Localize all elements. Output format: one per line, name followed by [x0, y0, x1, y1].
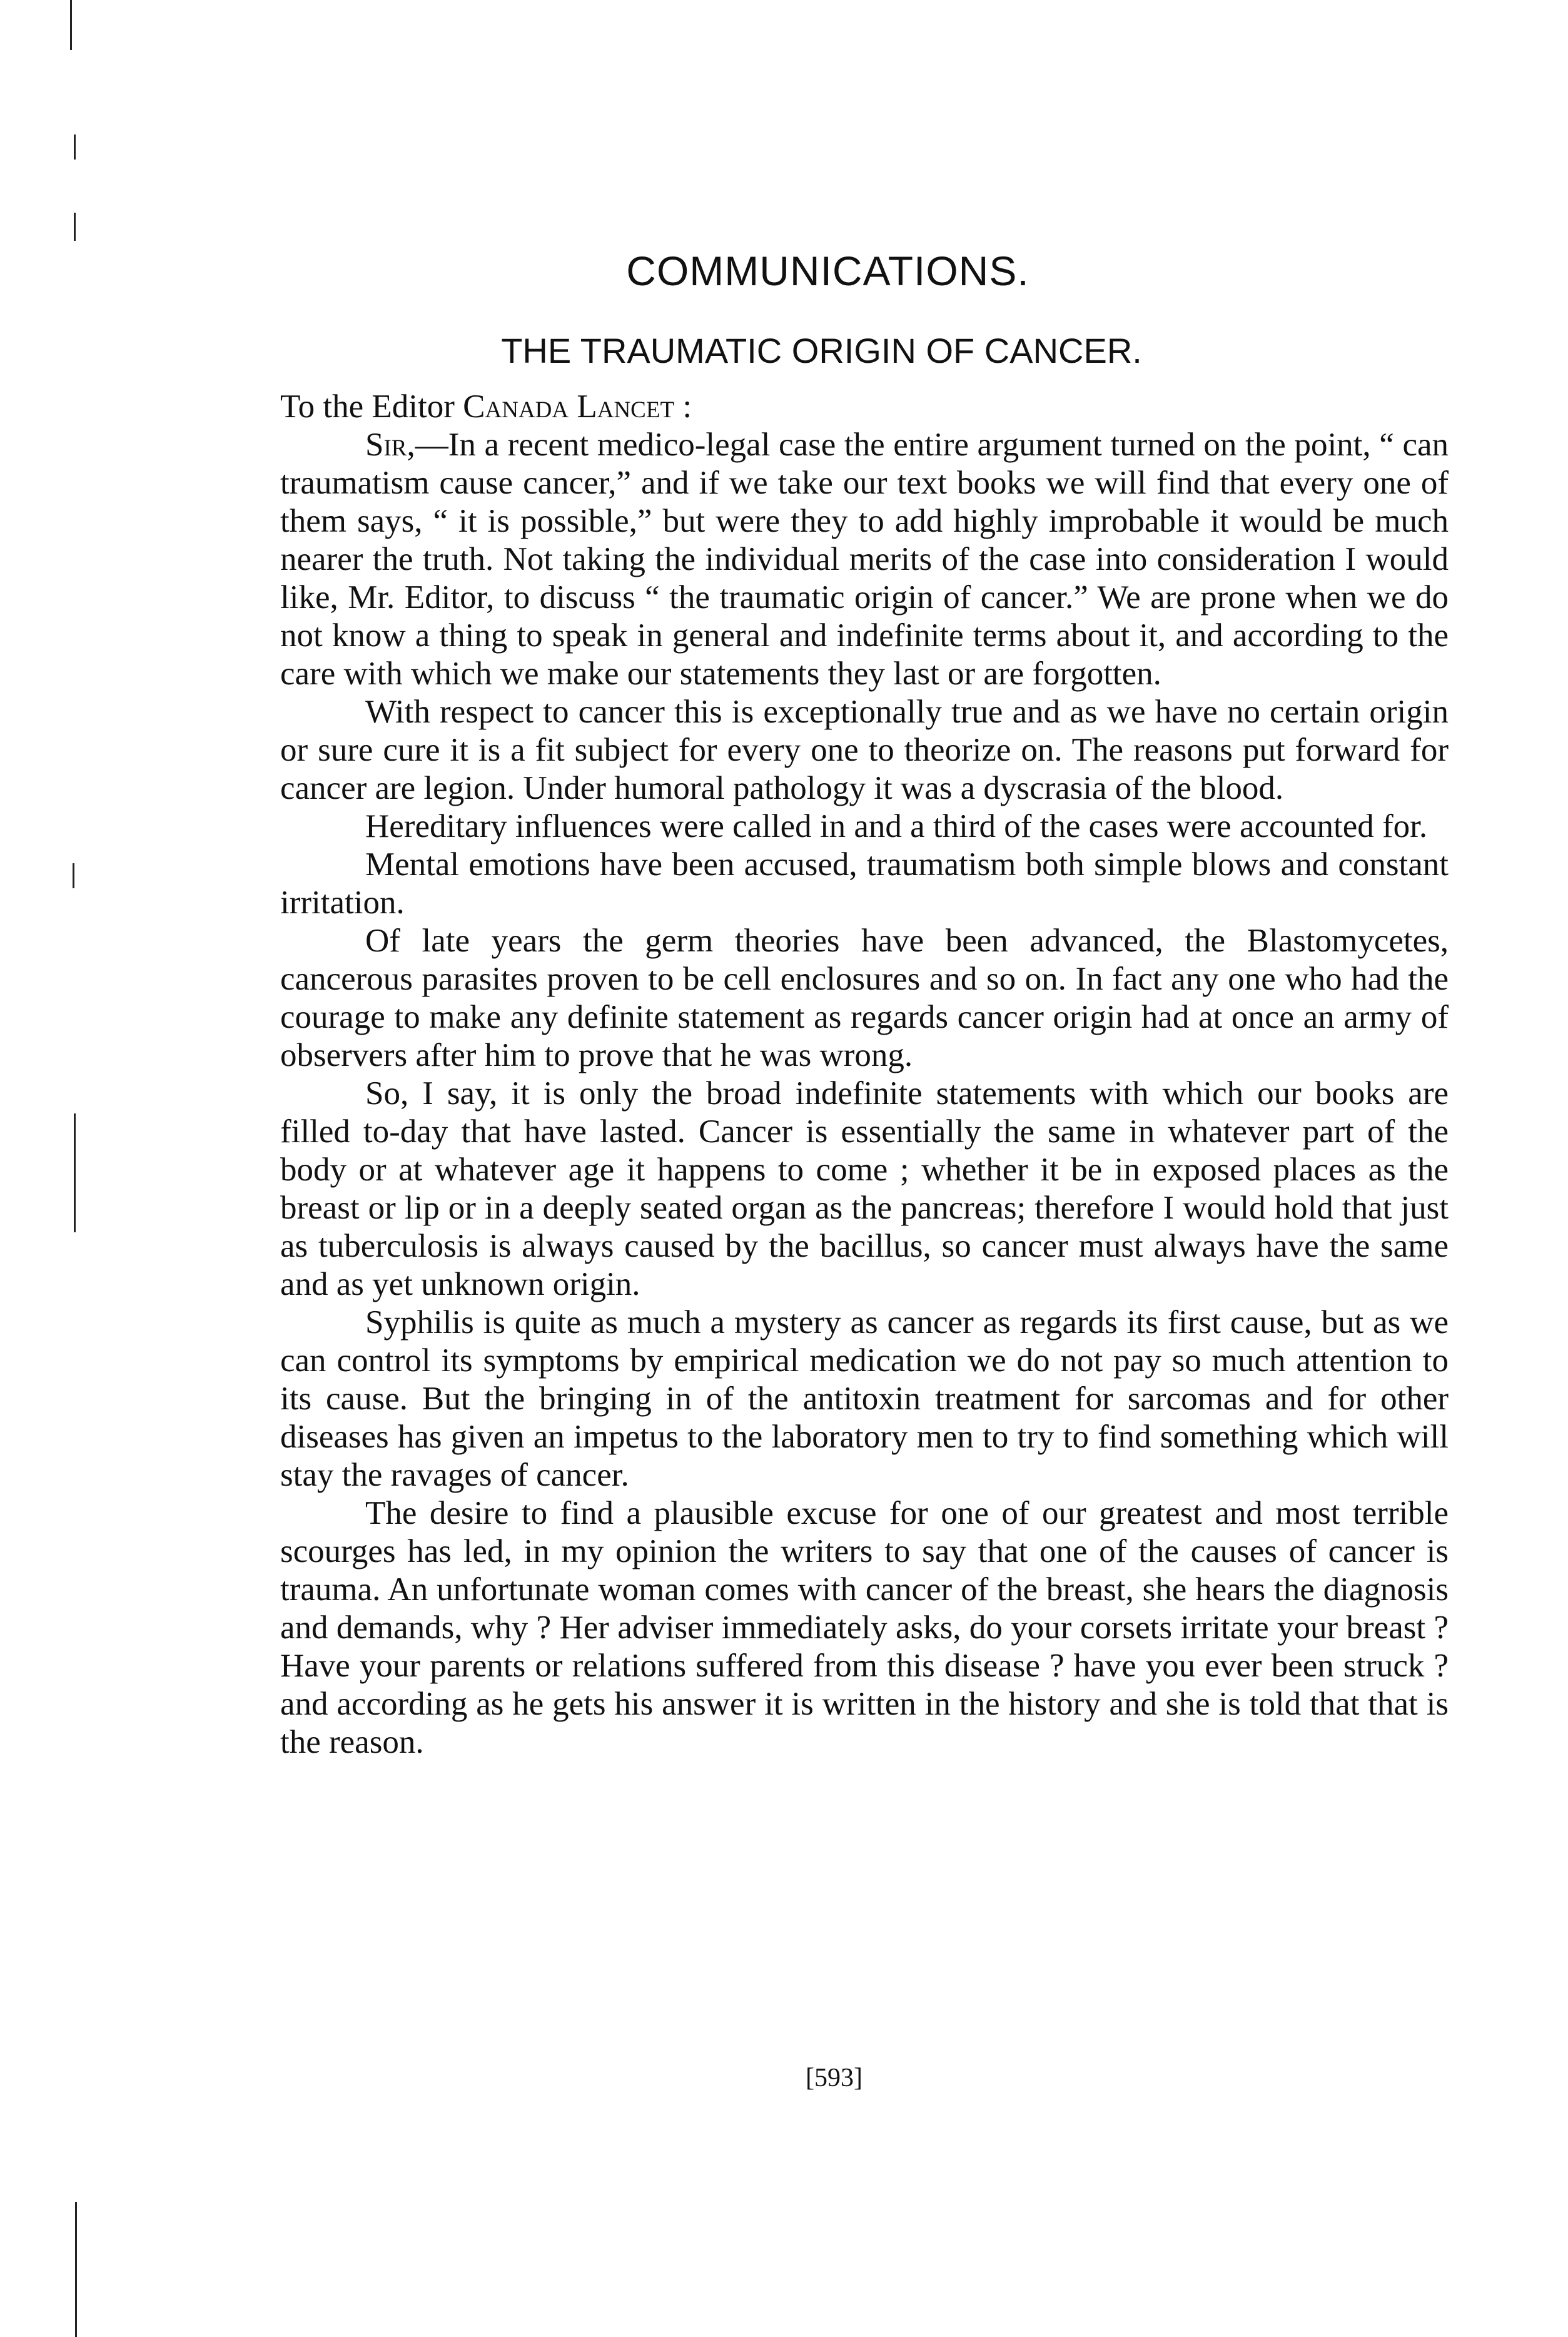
- paragraph: So, I say, it is only the broad indefinite statements with which our books are filled to-day that have lasted. Cancer is essentially the same in whatever part of the body or at whatever age it happens to come ; whether it be in exposed places as the breast or lip or in a deeply seated organ as the pancreas; therefore I would hold that just as tuberculosis is always caused by the bacillus, so cancer must always have the same and as yet unknown origin.: [280, 1075, 1449, 1302]
- article-title: THE TRAUMATIC ORIGIN OF CANCER.: [501, 331, 1142, 370]
- scan-margin-mark: [74, 134, 76, 160]
- paragraph-text: ,—In a recent medico-legal case the entire argument turned on the point, “ can traumatism cause cancer,” and if we take our text books we will find that every one of them says, “ it is possible,” but were they to add highly improbable it would be much nearer the truth. Not taking the individual merits of the case into consideration I would like, Mr. Editor, to discuss “ the traumatic origin of cancer.” We are prone when we do not know a thing to speak in general and indefinite terms about it, and according to the care with which we make our statements they last or are forgotten.: [280, 427, 1449, 692]
- salutation: [280, 388, 1449, 426]
- paragraph: Hereditary influences were called in and a third of the cases were accounted for.: [365, 808, 1428, 844]
- salutation-prefix: To the Editor: [280, 388, 463, 425]
- section-title: COMMUNICATIONS.: [626, 248, 1029, 294]
- salutation-suffix: :: [674, 388, 692, 425]
- paragraph: With respect to cancer this is exceptionally true and as we have no certain origin or sure cure it is a fit subject for every one to theorize on. The reasons put forward for cancer are legion. Under humoral pathology it was a dyscrasia of the blood.: [280, 694, 1449, 806]
- paragraph: Syphilis is quite as much a mystery as cancer as regards its first cause, but as we can control its symptoms by empirical medication we do not pay so much attention to its cause. But the bringing in of the antitoxin treatment for sarcomas and for other diseases has given an impetus to the laboratory men to try to find something which will stay the ravages of cancer.: [280, 1304, 1449, 1493]
- paragraph: [280, 426, 1449, 693]
- paragraph: The desire to find a plausible excuse for one of our greatest and most terrible scourges has led, in my opinion the writers to say that one of the causes of cancer is trauma. An unfortunate woman comes with cancer of the breast, she hears the diagnosis and demands, why ? Her adviser immediately asks, do your corsets irritate your breast ? Have your parents or relations suffered from this disease ? have you ever been struck ? and according as he gets his answer it is written in the history and she is told that that is the reason.: [280, 1495, 1449, 1760]
- paragraph: Mental emotions have been accused, traumatism both simple blows and constant irritation.: [280, 846, 1449, 921]
- scan-margin-mark: [74, 1113, 76, 1232]
- scan-margin-mark: [74, 213, 76, 241]
- scan-margin-mark: [70, 0, 72, 50]
- opening-word: Sir: [365, 427, 407, 463]
- salutation-addressee: Canada Lancet: [463, 388, 675, 425]
- scan-margin-mark: [75, 2202, 77, 2337]
- paragraph: Of late years the germ theories have been advanced, the Blastomycetes, cancerous parasites proven to be cell enclosures and so on. In fact any one who had the courage to make any definite statement as regards cancer origin had at once an army of observers after him to prove that he was wrong.: [280, 923, 1449, 1073]
- scan-margin-mark: [73, 863, 74, 888]
- page-number: [593]: [806, 2064, 862, 2092]
- letter-body: [280, 388, 1449, 1762]
